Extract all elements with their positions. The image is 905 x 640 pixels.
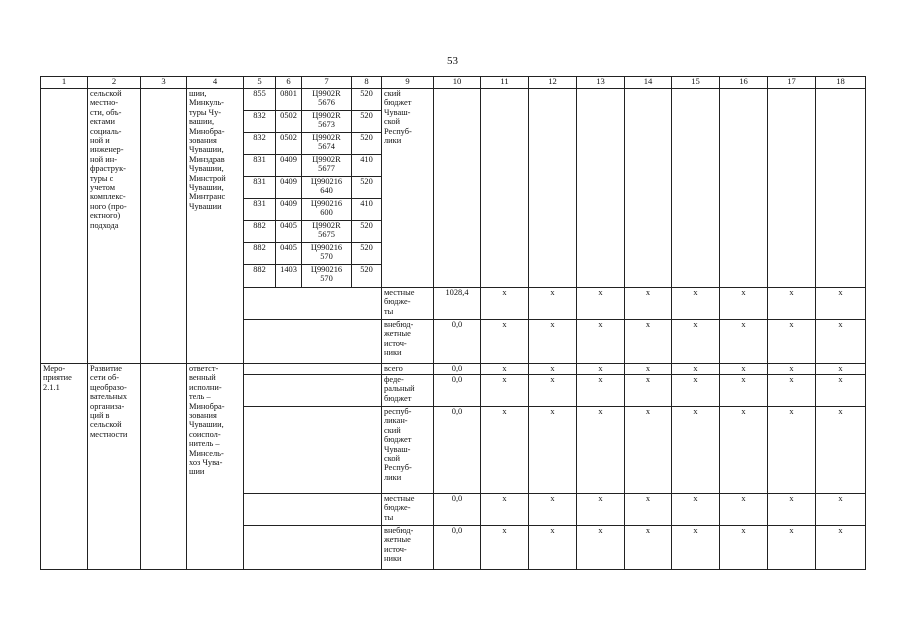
total-cell: 0,0 — [434, 407, 481, 494]
vr-cell: 520 — [352, 177, 382, 199]
rzpr-cell: 0409 — [276, 199, 302, 221]
empty-cell — [244, 288, 382, 320]
empty-cell — [244, 375, 382, 407]
value-cell: x — [816, 364, 866, 375]
executor-cell: шии, Минкуль- туры Чу- вашии, Минобра- зования Чувашии, Минздрав Чувашии, Минстрой Чувашии, Минтранс Чувашии — [187, 89, 244, 364]
value-cell: x — [768, 364, 816, 375]
value-cell — [577, 89, 625, 288]
value-cell — [768, 89, 816, 288]
vr-cell: 520 — [352, 133, 382, 155]
header-cell: 12 — [529, 77, 577, 89]
grbs-cell: 882 — [244, 265, 276, 288]
csr-cell: Ц9902R 5673 — [302, 111, 352, 133]
header-cell: 5 — [244, 77, 276, 89]
measure-name-cell: Развитие сети об- щеобразо- вательных организа- ций в сельской местности — [88, 364, 141, 570]
value-cell: x — [481, 288, 529, 320]
header-row — [41, 77, 866, 89]
source-cell: местные бюдже- ты — [382, 494, 434, 526]
value-cell: x — [768, 526, 816, 570]
source-cell: респуб- ликан- ский бюджет Чуваш- ской Респуб- лики — [382, 407, 434, 494]
measure-id-cell: Меро- приятие 2.1.1 — [41, 364, 88, 570]
value-cell: x — [768, 375, 816, 407]
rzpr-cell: 1403 — [276, 265, 302, 288]
csr-cell: Ц990216 640 — [302, 177, 352, 199]
value-cell: x — [672, 288, 720, 320]
value-cell: x — [529, 320, 577, 364]
vr-cell: 520 — [352, 265, 382, 288]
value-cell: x — [529, 407, 577, 494]
header-cell: 9 — [382, 77, 434, 89]
source-cell: феде- ральный бюджет — [382, 375, 434, 407]
header-cell: 15 — [672, 77, 720, 89]
value-cell — [434, 89, 481, 288]
value-cell: x — [481, 375, 529, 407]
total-cell: 0,0 — [434, 526, 481, 570]
header-cell: 18 — [816, 77, 866, 89]
header-cell: 2 — [88, 77, 141, 89]
value-cell: x — [816, 407, 866, 494]
total-cell: 0,0 — [434, 494, 481, 526]
csr-cell: Ц9902R 5674 — [302, 133, 352, 155]
vr-cell: 520 — [352, 89, 382, 111]
value-cell: x — [720, 288, 768, 320]
value-cell: x — [625, 364, 672, 375]
value-cell: x — [481, 494, 529, 526]
value-cell: x — [672, 364, 720, 375]
total-cell: 1028,4 — [434, 288, 481, 320]
value-cell: x — [529, 494, 577, 526]
empty-cell — [244, 320, 382, 364]
csr-cell: Ц9902R 5675 — [302, 221, 352, 243]
rzpr-cell: 0405 — [276, 243, 302, 265]
empty-cell — [141, 89, 187, 364]
value-cell: x — [529, 526, 577, 570]
csr-cell: Ц990216 570 — [302, 243, 352, 265]
source-cell: местные бюдже- ты — [382, 288, 434, 320]
value-cell: x — [625, 375, 672, 407]
value-cell: x — [625, 526, 672, 570]
header-cell: 8 — [352, 77, 382, 89]
header-cell: 17 — [768, 77, 816, 89]
grbs-cell: 831 — [244, 155, 276, 177]
value-cell: x — [768, 288, 816, 320]
executor-cell: ответст- венный исполни- тель – Минобра- зования Чувашии, соиспол- нитель – Минсель- хоз Чува- шии — [187, 364, 244, 570]
csr-cell: Ц990216 600 — [302, 199, 352, 221]
header-cell: 10 — [434, 77, 481, 89]
value-cell: x — [768, 407, 816, 494]
header-cell: 16 — [720, 77, 768, 89]
source-cell: всего — [382, 364, 434, 375]
csr-cell: Ц9902R 5676 — [302, 89, 352, 111]
value-cell: x — [481, 526, 529, 570]
page-number: 53 — [447, 55, 458, 67]
header-cell: 1 — [41, 77, 88, 89]
total-cell: 0,0 — [434, 375, 481, 407]
rzpr-cell: 0502 — [276, 133, 302, 155]
header-cell: 6 — [276, 77, 302, 89]
measure-cell — [41, 89, 88, 364]
grbs-cell: 882 — [244, 221, 276, 243]
source-cell: ский бюджет Чуваш- ской Респуб- лики — [382, 89, 434, 288]
grbs-cell: 855 — [244, 89, 276, 111]
value-cell: x — [577, 526, 625, 570]
grbs-cell: 832 — [244, 133, 276, 155]
rzpr-cell: 0502 — [276, 111, 302, 133]
empty-cell — [244, 364, 382, 375]
value-cell: x — [672, 494, 720, 526]
header-cell: 14 — [625, 77, 672, 89]
value-cell: x — [625, 288, 672, 320]
funding-row — [41, 364, 866, 375]
vr-cell: 520 — [352, 111, 382, 133]
value-cell: x — [720, 320, 768, 364]
empty-cell — [141, 364, 187, 570]
value-cell: x — [672, 375, 720, 407]
empty-cell — [244, 494, 382, 526]
value-cell: x — [768, 494, 816, 526]
value-cell — [720, 89, 768, 288]
value-cell: x — [720, 407, 768, 494]
value-cell: x — [577, 320, 625, 364]
value-cell: x — [768, 320, 816, 364]
value-cell: x — [577, 288, 625, 320]
vr-cell: 410 — [352, 155, 382, 177]
vr-cell: 520 — [352, 221, 382, 243]
value-cell: x — [720, 375, 768, 407]
rzpr-cell: 0409 — [276, 155, 302, 177]
value-cell: x — [625, 407, 672, 494]
program-table — [40, 76, 866, 570]
source-cell: внебюд- жетные источ- ники — [382, 320, 434, 364]
value-cell: x — [481, 407, 529, 494]
value-cell — [481, 89, 529, 288]
value-cell: x — [672, 526, 720, 570]
value-cell: x — [577, 494, 625, 526]
grbs-cell: 882 — [244, 243, 276, 265]
value-cell: x — [672, 407, 720, 494]
value-cell: x — [625, 494, 672, 526]
vr-cell: 410 — [352, 199, 382, 221]
header-cell: 13 — [577, 77, 625, 89]
total-cell: 0,0 — [434, 320, 481, 364]
code-row — [41, 89, 866, 111]
value-cell: x — [816, 288, 866, 320]
grbs-cell: 831 — [244, 177, 276, 199]
csr-cell: Ц9902R 5677 — [302, 155, 352, 177]
value-cell — [672, 89, 720, 288]
header-cell: 3 — [141, 77, 187, 89]
value-cell — [816, 89, 866, 288]
value-cell: x — [816, 494, 866, 526]
header-cell: 11 — [481, 77, 529, 89]
value-cell: x — [481, 364, 529, 375]
value-cell: x — [720, 494, 768, 526]
header-cell: 4 — [187, 77, 244, 89]
rzpr-cell: 0405 — [276, 221, 302, 243]
value-cell: x — [816, 375, 866, 407]
value-cell: x — [577, 407, 625, 494]
header-cell: 7 — [302, 77, 352, 89]
csr-cell: Ц990216 570 — [302, 265, 352, 288]
source-cell: внебюд- жетные источ- ники — [382, 526, 434, 570]
empty-cell — [244, 526, 382, 570]
value-cell: x — [529, 288, 577, 320]
value-cell: x — [672, 320, 720, 364]
rzpr-cell: 0409 — [276, 177, 302, 199]
value-cell — [529, 89, 577, 288]
value-cell: x — [720, 526, 768, 570]
grbs-cell: 832 — [244, 111, 276, 133]
value-cell: x — [481, 320, 529, 364]
value-cell: x — [816, 526, 866, 570]
empty-cell — [244, 407, 382, 494]
value-cell: x — [577, 375, 625, 407]
value-cell: x — [625, 320, 672, 364]
value-cell — [625, 89, 672, 288]
vr-cell: 520 — [352, 243, 382, 265]
value-cell: x — [577, 364, 625, 375]
rzpr-cell: 0801 — [276, 89, 302, 111]
total-cell: 0,0 — [434, 364, 481, 375]
value-cell: x — [720, 364, 768, 375]
grbs-cell: 831 — [244, 199, 276, 221]
value-cell: x — [816, 320, 866, 364]
value-cell: x — [529, 364, 577, 375]
value-cell: x — [529, 375, 577, 407]
measure-name-cell: сельской местно- сти, объ- ектами социаль- ной и инженер- ной ин- фраструк- туры с учетом комплекс- ного (про- ектного) подхода — [88, 89, 141, 364]
